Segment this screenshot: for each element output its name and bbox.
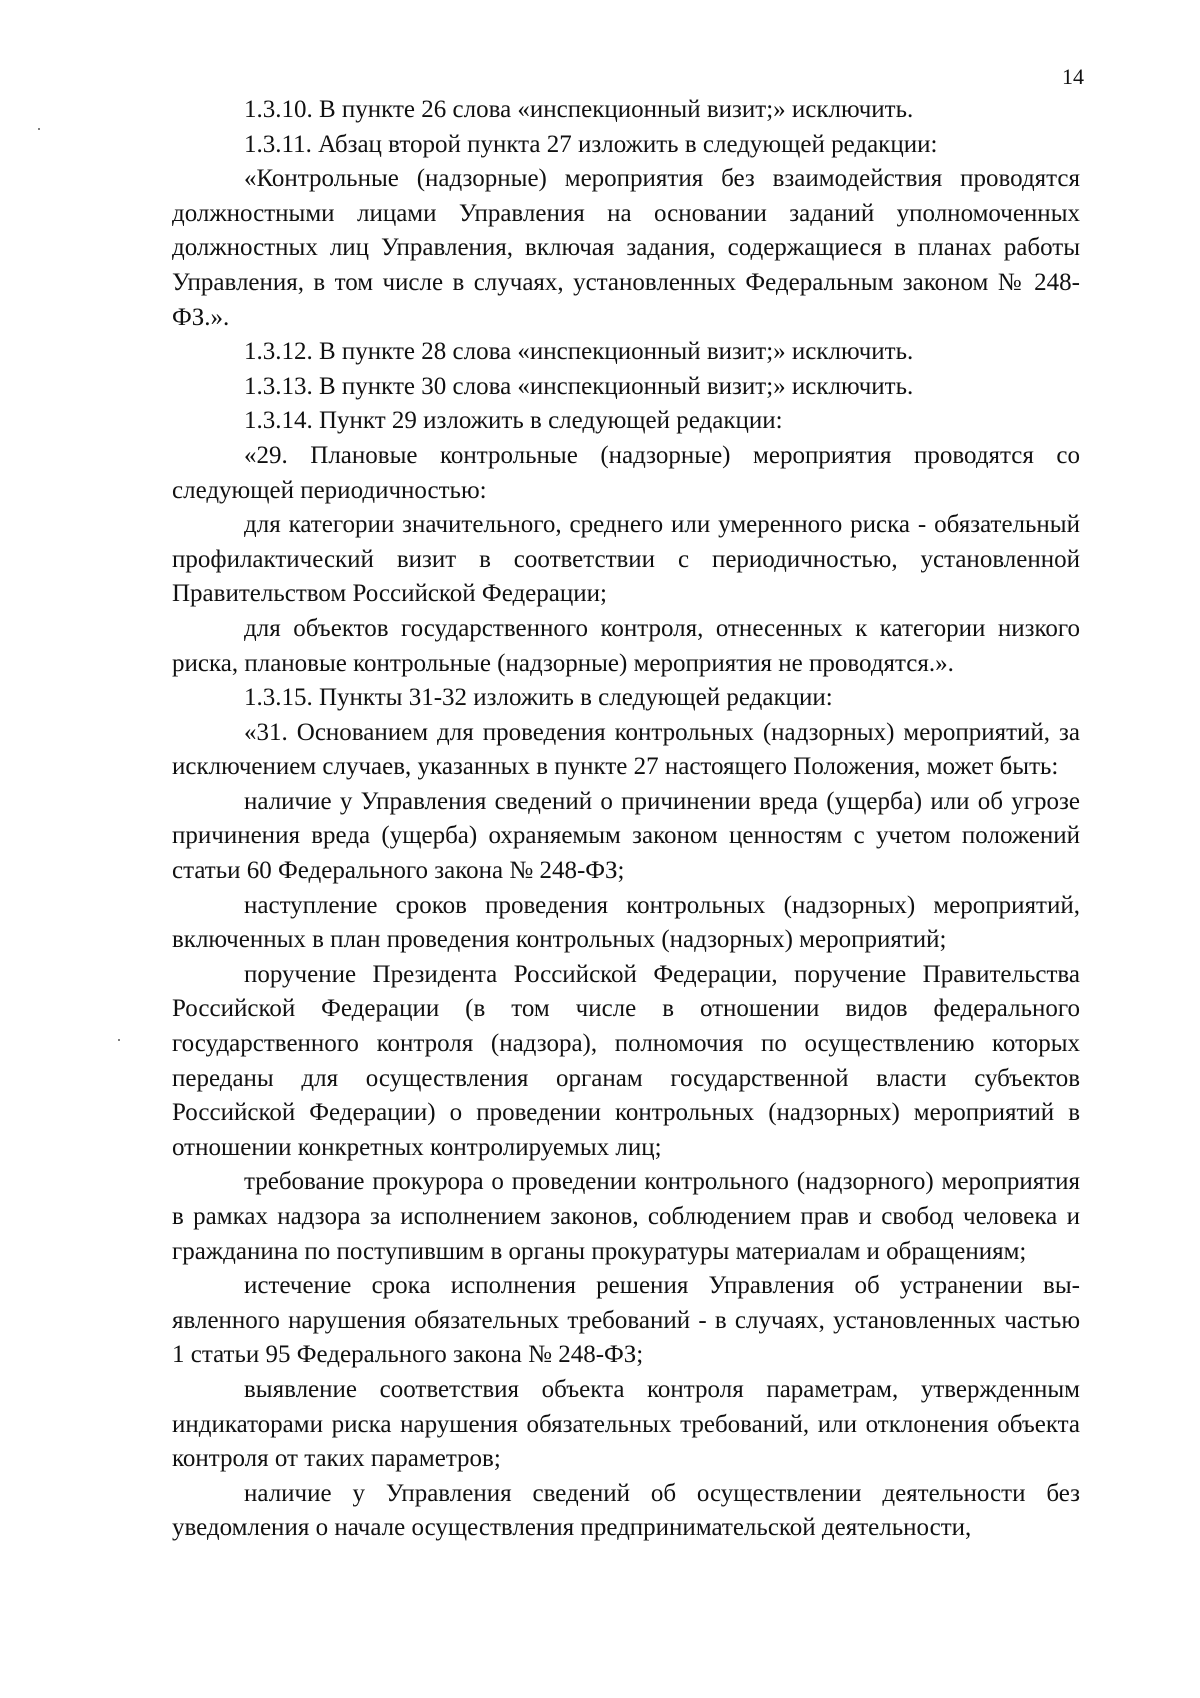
paragraph: 1.3.14. Пункт 29 изложить в следующей редакции: (244, 407, 783, 435)
paragraph: требование прокурора о проведении контрольного (надзорного) мероприятия в рамках надзора за исполнением законов, соблюдением прав и свобод человека и гражданина по поступившим в органы прокуратуры материалам и обращениям; (172, 1168, 1080, 1265)
paragraph: 1.3.12. В пункте 28 слова «инспекционный визит;» исключить. (244, 338, 914, 366)
paragraph: «Контрольные (надзорные) мероприятия без взаимодействия проводятся должностными лицами Управления на основании заданий уполномоченных должностных лиц Управления, включая задания, содержащиеся в планах работы Управления, в том числе в случаях, установленных Федеральным законом № 248-ФЗ.». (172, 165, 1080, 331)
paragraph: «29. Плановые контрольные (надзорные) мероприятия проводятся со следующей периодичностью: (172, 441, 1080, 504)
paragraph: наступление сроков проведения контрольных (надзорных) мероприятий, включенных в план проведения контрольных (надзорных) мероприятий; (172, 891, 1080, 954)
scan-speck (118, 1039, 120, 1041)
paragraph: наличие у Управления сведений об осуществлении деятельности без уведомления о начале осуществления предпринимательской деятельности, (172, 1479, 1080, 1542)
paragraph: 1.3.15. Пункты 31-32 изложить в следующей редакции: (244, 684, 833, 712)
paragraph: выявление соответствия объекта контроля параметрам, утвержденным индикаторами риска нарушения обязательных требований, или отклонения объекта контроля от таких параметров; (172, 1375, 1080, 1473)
paragraph: 1.3.10. В пункте 26 слова «инспекционный визит;» исключить. (244, 96, 914, 123)
page-number: 14 (1062, 64, 1084, 89)
paragraph: для объектов государственного контроля, отнесенных к категории низкого риска, плановые контрольные (надзорные) мероприятия не проводятся.». (172, 614, 1080, 677)
paragraph: 1.3.11. Абзац второй пункта 27 изложить в следующей редакции: (244, 130, 938, 158)
paragraph: поручение Президента Российской Федерации, поручение Правительства Российской Федерации (в том числе в отношении видов федерального государственного контроля (надзора), полномочия по осуществлению которых переданы для осуществления органам государственной власти субъектов Российской Федерации) о проведении контрольных (надзорных) мероприятий в отношении конкретных контролируемых лиц; (172, 960, 1080, 1161)
document-body (172, 93, 1080, 1546)
paragraph: наличие у Управления сведений о причинении вреда (ущерба) или об угрозе причинения вреда (ущерба) охраняемым законом ценностям с учетом положений статьи 60 Федерального закона № 248-ФЗ; (172, 787, 1080, 885)
paragraph: 1.3.13. В пункте 30 слова «инспекционный визит;» исключить. (244, 372, 914, 400)
paragraph: «31. Основанием для проведения контрольных (надзорных) мероприятий, за исключением случаев, указанных в пункте 27 настоящего Положения, может быть: (172, 718, 1080, 781)
paragraph: для категории значительного, среднего или умеренного риска - обязательный профилактический визит в соответствии с периодичностью, установленной Правительством Российской Федерации; (172, 511, 1080, 608)
paragraph: истечение срока исполнения решения Управления об устранении выявленного нарушения обязательных требований - в случаях, установленных частью 1 статьи 95 Федерального закона № 248-ФЗ; (172, 1272, 1080, 1369)
scan-speck (38, 128, 40, 130)
